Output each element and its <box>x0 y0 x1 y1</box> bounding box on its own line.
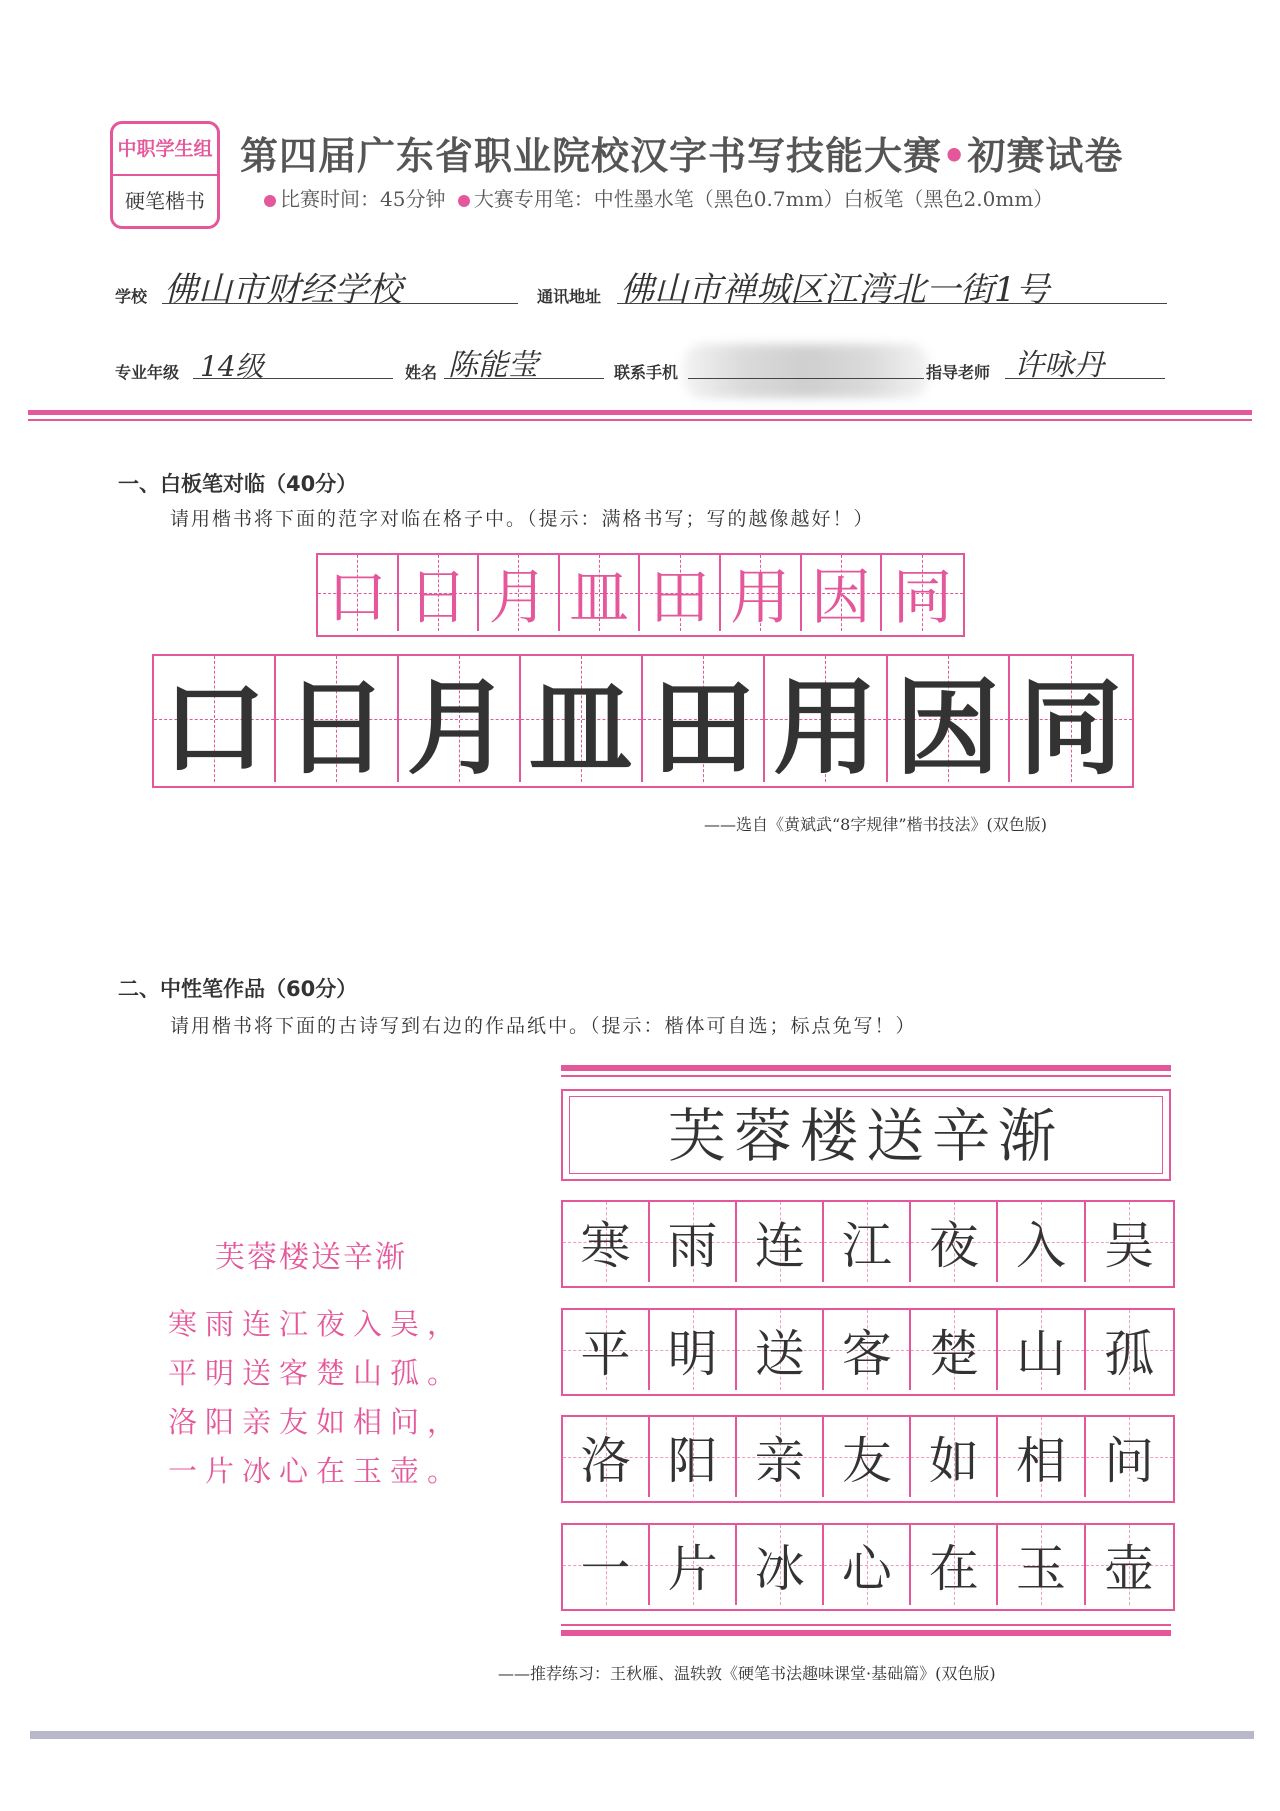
major-label: 专业年级 <box>115 363 180 382</box>
paper-title-text[interactable]: 芙蓉楼送辛渐 <box>569 1096 1163 1174</box>
section2-heading: 二、中性笔作品（60分） <box>118 977 358 1001</box>
poem-title: 芙蓉楼送辛渐 <box>215 1240 407 1275</box>
written-char: 用 <box>773 667 878 789</box>
phone-label: 联系手机 <box>614 363 679 382</box>
model-char-cell <box>802 555 883 631</box>
title-tail: 初赛试卷 <box>967 134 1124 178</box>
model-char: 日 <box>407 563 468 633</box>
paper-cell[interactable] <box>998 1202 1085 1282</box>
paper-cell[interactable] <box>998 1310 1085 1390</box>
model-char-cell <box>479 555 560 631</box>
written-char: 日 <box>284 667 389 789</box>
address-underline <box>617 303 1167 304</box>
paper-row <box>561 1523 1175 1611</box>
section1-heading: 一、白板笔对临（40分） <box>118 472 358 496</box>
copy-char-grid <box>152 654 1134 788</box>
paper-cell[interactable] <box>1086 1525 1173 1605</box>
model-char-cell <box>640 555 721 631</box>
paper-top-border <box>561 1065 1171 1071</box>
section1-source: ——选自《黄斌武“8字规律”楷书技法》(双色版) <box>704 815 1048 834</box>
name-underline <box>444 378 604 379</box>
paper-cell[interactable] <box>824 1310 911 1390</box>
paper-cell[interactable] <box>824 1525 911 1605</box>
paper-char: 友 <box>841 1432 892 1490</box>
badge-group-label: 中职学生组 <box>113 124 217 176</box>
footer-bar <box>30 1731 1254 1739</box>
exam-info <box>264 183 1053 212</box>
paper-cell[interactable] <box>911 1310 998 1390</box>
paper-cell[interactable] <box>650 1417 737 1497</box>
model-char: 月 <box>488 563 549 633</box>
paper-row <box>561 1200 1175 1288</box>
paper-cell[interactable] <box>1086 1310 1173 1390</box>
copy-char-cell[interactable] <box>888 656 1010 789</box>
paper-cell[interactable] <box>737 1525 824 1605</box>
teacher-underline <box>1005 378 1165 379</box>
poem-line: 寒雨连江夜入吴， <box>168 1307 465 1341</box>
paper-char: 入 <box>1016 1217 1067 1275</box>
paper-cell[interactable] <box>650 1202 737 1282</box>
model-char-cell <box>399 555 480 631</box>
paper-char: 心 <box>841 1540 892 1598</box>
paper-cell[interactable] <box>737 1310 824 1390</box>
paper-top-border-thin <box>561 1075 1171 1077</box>
poem-line: 洛阳亲友如相问， <box>168 1405 465 1439</box>
paper-cell[interactable] <box>911 1417 998 1497</box>
paper-char: 冰 <box>754 1540 805 1598</box>
paper-bottom-border <box>561 1630 1171 1636</box>
paper-char: 玉 <box>1016 1540 1067 1598</box>
poem-line: 平明送客楚山孤。 <box>168 1356 465 1390</box>
written-char: 皿 <box>528 667 633 789</box>
model-char: 用 <box>730 563 791 633</box>
section1-instruction: 请用楷书将下面的范字对临在格子中。（提示：满格书写；写的越像越好！） <box>170 508 875 530</box>
paper-cell[interactable] <box>911 1525 998 1605</box>
paper-char: 楚 <box>928 1325 979 1383</box>
paper-cell[interactable] <box>1086 1417 1173 1497</box>
paper-row <box>561 1308 1175 1396</box>
bullet-dot-icon <box>458 195 470 207</box>
major-value[interactable]: 14级 <box>200 350 264 383</box>
header-divider-thin <box>28 419 1252 421</box>
major-underline <box>193 378 393 379</box>
model-char: 同 <box>892 563 953 633</box>
copy-char-cell[interactable] <box>1010 656 1132 789</box>
paper-cell[interactable] <box>824 1202 911 1282</box>
paper-char: 相 <box>1016 1432 1067 1490</box>
paper-char: 片 <box>667 1540 718 1598</box>
poem-line: 一片冰心在玉壶。 <box>168 1454 465 1488</box>
paper-cell[interactable] <box>998 1525 1085 1605</box>
paper-char: 山 <box>1016 1325 1067 1383</box>
written-char: 因 <box>895 667 1000 789</box>
model-char-cell <box>882 555 963 631</box>
bullet-dot-icon <box>264 195 276 207</box>
paper-char: 寒 <box>580 1217 631 1275</box>
paper-char: 壶 <box>1104 1540 1155 1598</box>
model-char-cell <box>318 555 399 631</box>
paper-cell[interactable] <box>737 1417 824 1497</box>
paper-char: 亲 <box>754 1432 805 1490</box>
paper-char: 夜 <box>928 1217 979 1275</box>
exam-time: 比赛时间：45分钟 <box>280 187 446 211</box>
paper-cell[interactable] <box>998 1417 1085 1497</box>
teacher-label: 指导老师 <box>926 363 991 382</box>
model-char-grid <box>316 553 965 637</box>
badge-category-label: 硬笔楷书 <box>125 189 205 213</box>
copy-char-cell[interactable] <box>643 656 765 789</box>
written-char: 口 <box>162 667 267 789</box>
paper-char: 在 <box>928 1540 979 1598</box>
paper-char: 问 <box>1104 1432 1155 1490</box>
model-char: 皿 <box>569 563 630 633</box>
title-main: 第四届广东省职业院校汉字书写技能大赛 <box>240 134 943 178</box>
model-char-cell <box>721 555 802 631</box>
paper-cell[interactable] <box>650 1525 737 1605</box>
school-underline <box>162 303 518 304</box>
paper-char: 明 <box>667 1325 718 1383</box>
paper-char: 连 <box>754 1217 805 1275</box>
copy-char-cell[interactable] <box>521 656 643 789</box>
copy-char-cell[interactable] <box>276 656 398 789</box>
paper-cell[interactable] <box>911 1202 998 1282</box>
paper-char: 如 <box>928 1432 979 1490</box>
paper-char: 送 <box>754 1325 805 1383</box>
header-divider <box>28 410 1252 415</box>
model-char: 因 <box>810 563 871 633</box>
paper-cell[interactable] <box>563 1525 650 1605</box>
model-char: 口 <box>327 563 388 633</box>
paper-char: 吴 <box>1104 1217 1155 1275</box>
paper-char: 洛 <box>580 1432 631 1490</box>
paper-char: 雨 <box>667 1217 718 1275</box>
copy-char-cell[interactable] <box>154 656 276 789</box>
name-label: 姓名 <box>405 363 438 382</box>
paper-cell[interactable] <box>563 1202 650 1282</box>
address-label: 通讯地址 <box>537 287 602 306</box>
paper-cell[interactable] <box>563 1417 650 1497</box>
paper-char: 江 <box>841 1217 892 1275</box>
section2-source: ——推荐练习：王秋雁、温轶敦《硬笔书法趣味课堂·基础篇》(双色版) <box>498 1664 996 1683</box>
paper-char: 平 <box>580 1325 631 1383</box>
model-char-cell <box>560 555 641 631</box>
title-separator: • <box>942 134 968 178</box>
paper-char: 孤 <box>1104 1325 1155 1383</box>
paper-char: 客 <box>841 1325 892 1383</box>
paper-cell[interactable] <box>737 1202 824 1282</box>
paper-char: 一 <box>580 1540 631 1598</box>
copy-char-cell[interactable] <box>765 656 887 789</box>
school-value[interactable]: 佛山市财经学校 <box>164 270 402 310</box>
name-value[interactable]: 陈能莹 <box>448 348 538 383</box>
address-value[interactable]: 佛山市禅城区江湾北一街1号 <box>620 270 1050 310</box>
page-title <box>240 125 1123 180</box>
teacher-value[interactable]: 许咏丹 <box>1014 348 1104 383</box>
paper-cell[interactable] <box>1086 1202 1173 1282</box>
school-label: 学校 <box>115 287 148 306</box>
paper-char: 阳 <box>667 1432 718 1490</box>
paper-row <box>561 1415 1175 1503</box>
exam-pens: 大赛专用笔：中性墨水笔（黑色0.7mm）白板笔（黑色2.0mm） <box>473 187 1054 211</box>
paper-cell[interactable] <box>824 1417 911 1497</box>
written-char: 同 <box>1018 667 1123 789</box>
written-char: 月 <box>406 667 511 789</box>
phone-underline <box>688 378 924 379</box>
model-char: 田 <box>649 563 710 633</box>
copy-char-cell[interactable] <box>399 656 521 789</box>
paper-bottom-border-thin <box>561 1624 1171 1626</box>
section2-instruction: 请用楷书将下面的古诗写到右边的作品纸中。（提示：楷体可自选；标点免写！） <box>170 1015 917 1037</box>
written-char: 田 <box>651 667 756 789</box>
paper-cell[interactable] <box>650 1310 737 1390</box>
phone-redacted-blur <box>683 344 929 398</box>
group-badge <box>110 121 220 229</box>
paper-cell[interactable] <box>563 1310 650 1390</box>
